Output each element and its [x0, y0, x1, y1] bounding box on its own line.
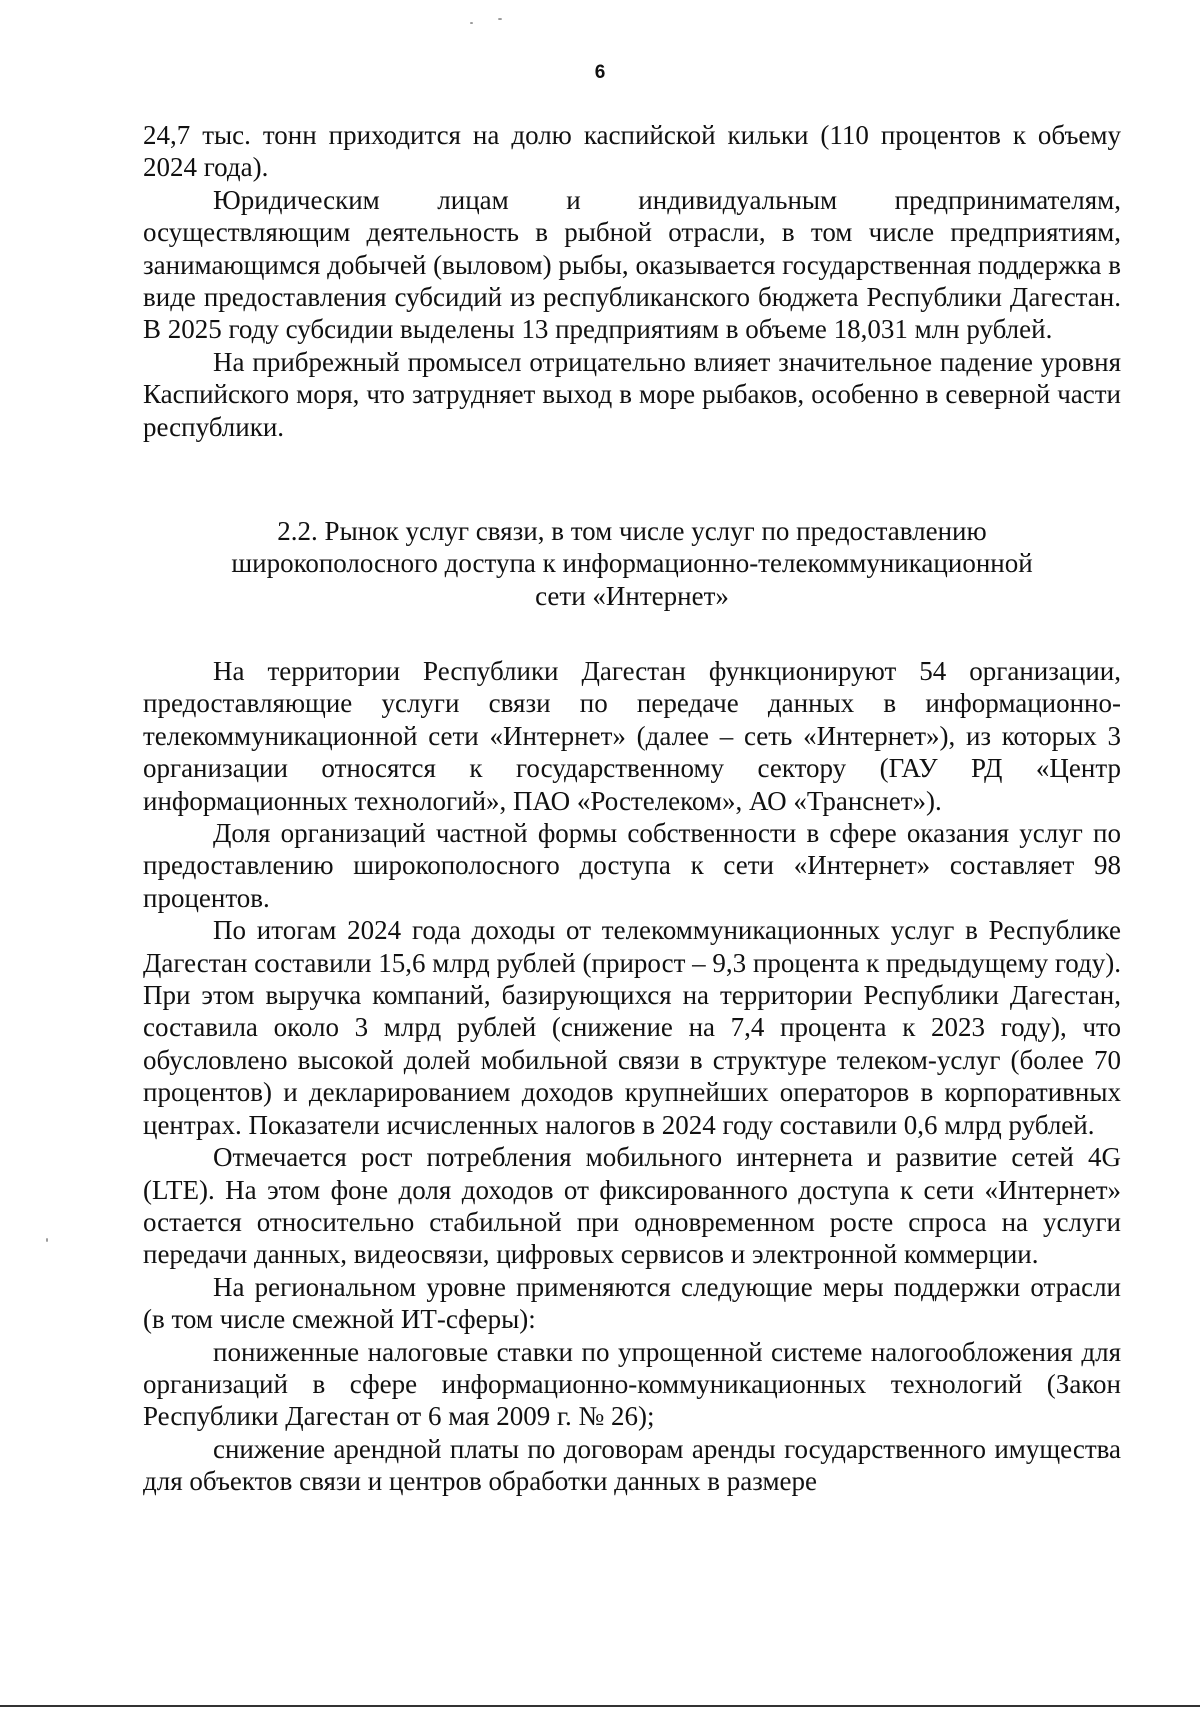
paragraph: Доля организаций частной формы собственности в сфере оказания услуг по предоставлению широкополосного доступа к сети «Интернет» составляет 98 процентов. [143, 818, 1121, 913]
text-block-bottom [143, 655, 1121, 1498]
paragraph: 24,7 тыс. тонн приходится на долю каспийской кильки (110 процентов к объему 2024 года). [143, 120, 1121, 183]
paragraph: По итогам 2024 года доходы от телекоммуникационных услуг в Республике Дагестан составили 15,6 млрд рублей (прирост – 9,3 процента к предыдущему году). При этом выручка компаний, базирующихся на территории Республики Дагестан, составила около 3 млрд рублей (снижение на 7,4 процента к 2023 году), что обусловлено высокой долей мобильной связи в структуре телеком-услуг (более 70 процентов) и декларированием доходов крупнейших операторов в корпоративных центрах. Показатели исчисленных налогов в 2024 году составили 0,6 млрд рублей. [143, 915, 1121, 1140]
paragraph: На территории Республики Дагестан функционируют 54 организации, предоставляющие услуги связи по передаче данных в информационно-телекоммуникационной сети «Интернет» (далее – сеть «Интернет»), из которых 3 организации относятся к государственному сектору (ГАУ РД «Центр информационных технологий», ПАО «Ростелеком», АО «Транснет»). [143, 656, 1121, 816]
scan-edge [0, 1705, 1200, 1707]
paragraph: На прибрежный промысел отрицательно влияет значительное падение уровня Каспийского моря, что затрудняет выход в море рыбаков, особенно в северной части республики. [143, 346, 1121, 442]
scan-artifact [498, 18, 502, 20]
scan-artifact [46, 1238, 48, 1242]
paragraph: На региональном уровне применяются следующие меры поддержки отрасли (в том числе смежной ИТ-сферы): [143, 1271, 1121, 1335]
text-block-top [143, 119, 1121, 443]
list-item: снижение арендной платы по договорам аренды государственного имущества для объектов связи и центров обработки данных в размере [143, 1433, 1121, 1497]
section-heading-line: широкополосного доступа к информационно-телекоммуникационной [231, 548, 1033, 579]
section-heading-line: 2.2. Рынок услуг связи, в том числе услуг по предоставлению [277, 516, 987, 546]
paragraph: Юридическим лицам и индивидуальным предпринимателям, осуществляющим деятельность в рыбной отрасли, в том числе предприятиям, занимающимся добычей (выловом) рыбы, оказывается государственная поддержка в виде предоставления субсидий из республиканского бюджета Республики Дагестан. В 2025 году субсидии выделены 13 предприятиям в объеме 18,031 млн рублей. [143, 184, 1121, 345]
section-heading-line: сети «Интернет» [535, 580, 729, 611]
scan-artifact [470, 22, 473, 24]
paragraph: Отмечается рост потребления мобильного интернета и развитие сетей 4G (LTE). На этом фоне доля доходов от фиксированного доступа к сети «Интернет» остается относительно стабильной при одновременном росте спроса на услуги передачи данных, видеосвязи, цифровых сервисов и электронной коммерции. [143, 1142, 1121, 1270]
list-item: пониженные налоговые ставки по упрощенной системе налогообложения для организаций в сфере информационно-коммуникационных технологий (Закон Республики Дагестан от 6 мая 2009 г. № 26); [143, 1336, 1121, 1432]
section-heading [143, 515, 1121, 612]
page-number: 6 [594, 62, 606, 83]
